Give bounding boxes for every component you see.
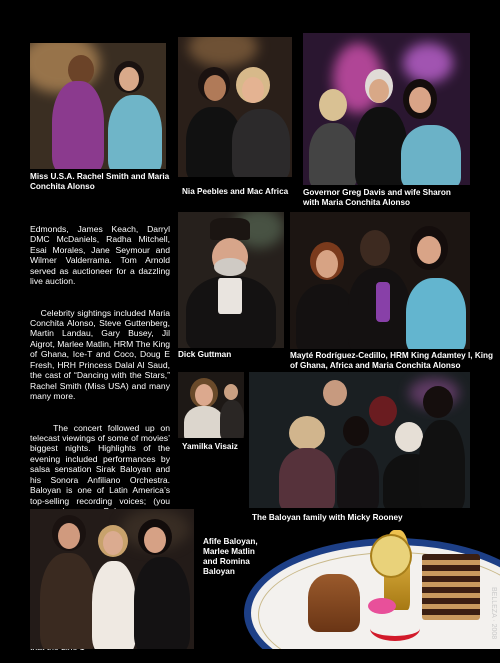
photo-rachel-smith-maria-alonso xyxy=(30,43,166,169)
pink-garnish xyxy=(368,598,396,614)
caption-dick-guttman: Dick Guttman xyxy=(178,350,232,359)
article-paragraph: Edmonds, James Keach, Darryl DMC McDaniels, Radha Mitchell, Esai Morales, Jane Seymour and Wilmer Valderrama. Tom Arnold served as auctioneer for a dazzling live auction. xyxy=(30,223,173,287)
photo-governor-greg-davis xyxy=(303,33,470,185)
page-folio: BELLEZA · 2008 xyxy=(490,586,497,639)
photo-baloyan-family xyxy=(249,372,470,508)
chocolate-cake xyxy=(308,574,360,632)
article-body xyxy=(30,203,173,506)
caption-baloyan-family: The Baloyan family with Micky Rooney xyxy=(252,513,403,522)
caption-nia-peebles: Nia Peebles and Mac Africa xyxy=(182,187,289,196)
layered-cake xyxy=(422,554,480,620)
photo-afife-baloyan-marlee-matlin xyxy=(30,509,194,649)
article-paragraph: Celebrity sightings included Maria Conchita Alonso, Steve Guttenberg, Martin Landau, Gary Busey, Jil Aigrot, Marlee Matlin, HRM The King of Ghana, Ice-T and Coco, Doug E Fresh, HRH Princess Dalal Al Saud, the cast of “Dancing with the Stars,” Rachel Smith (Miss USA) and many many more. xyxy=(30,307,173,402)
caption-king-of-ghana: Mayté Rodríguez-Cedillo, HRM King Adamtey I, King of Ghana, Africa and Maria Conchita Alonso xyxy=(290,351,494,370)
article-paragraph: The concert followed up on telecast viewings of some of movies’ biggest nights. Highlights of the evening included performances by salsa sensation Sirak Baloyan and his Sonora Anfiliano Orchestra. Baloyan is one of Latin America’s top-selling recording voices; (you xyxy=(30,422,170,506)
dessert-plate-photo xyxy=(244,528,500,649)
raspberry-sauce xyxy=(370,616,420,641)
emblem-seal xyxy=(370,534,412,578)
caption-afife-baloyan: Afife Baloyan, Marlee Matlin and Romina Baloyan xyxy=(203,537,258,576)
photo-yamilka-visaiz xyxy=(178,372,244,438)
photo-dick-guttman xyxy=(178,212,284,348)
photo-nia-peebles-mac-africa xyxy=(178,37,292,177)
caption-rachel-smith: Miss U.S.A. Rachel Smith and Maria Conchita Alonso xyxy=(30,172,170,191)
caption-governor-greg-davis: Governor Greg Davis and wife Sharon with Maria Conchita Alonso xyxy=(303,188,451,207)
caption-yamilka-visaiz: Yamilka Visaiz xyxy=(182,442,238,451)
photo-king-of-ghana xyxy=(290,212,470,349)
